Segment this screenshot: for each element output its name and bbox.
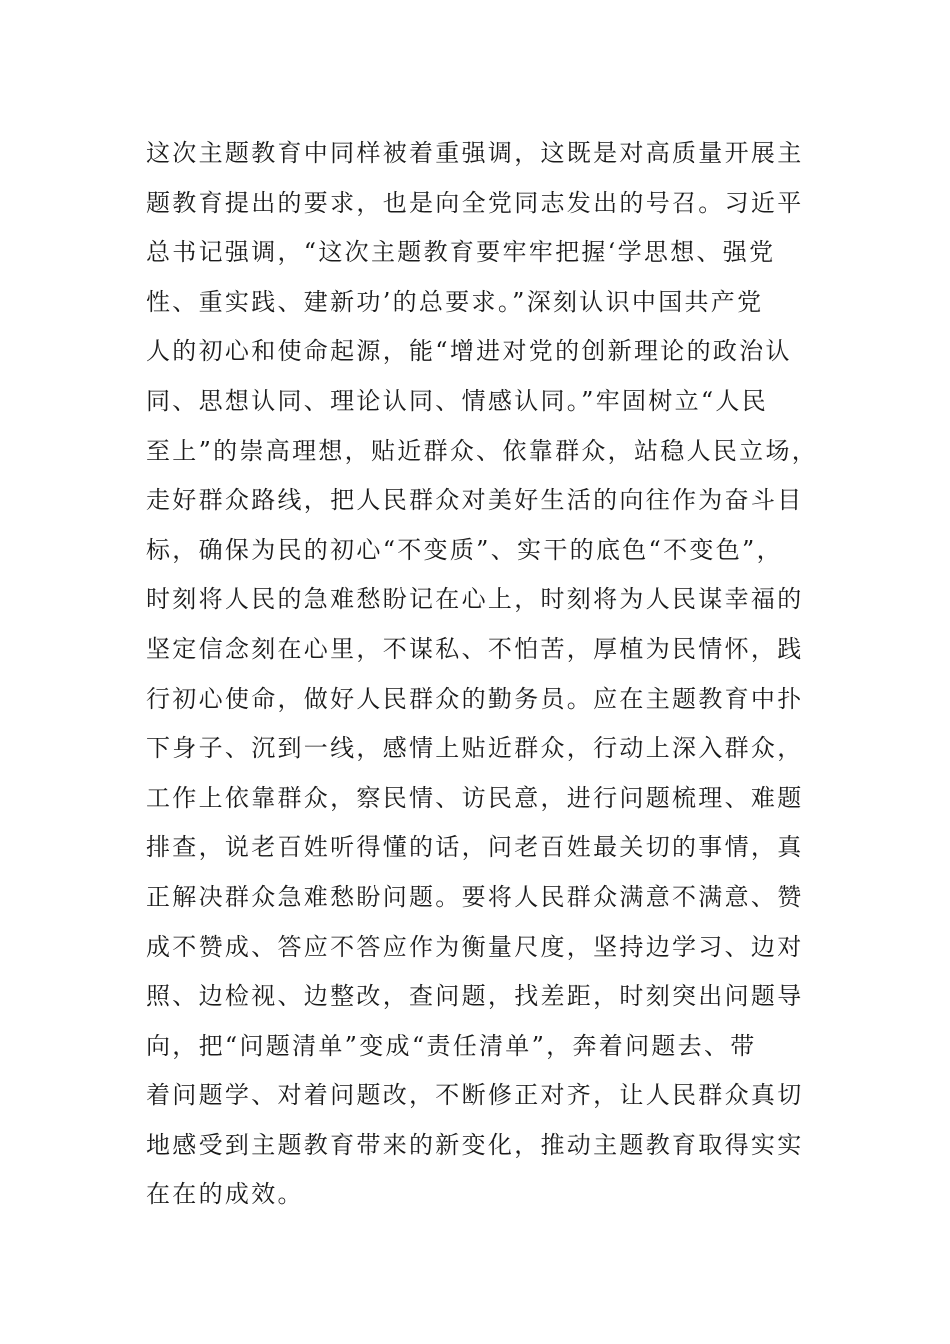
paragraph-line: 同、思想认同、理论认同、情感认同。”牢固树立“人民 (146, 386, 769, 415)
paragraph-line: 标，确保为民的初心“不变质”、实干的底色“不变色”， (146, 535, 783, 564)
paragraph-line: 总书记强调，“这次主题教育要牢牢把握‘学思想、强党 (146, 238, 776, 267)
paragraph-line: 着问题学、对着问题改，不断修正对齐，让人民群众真切 (146, 1081, 804, 1110)
paragraph-line: 正解决群众急难愁盼问题。要将人民群众满意不满意、赞 (146, 882, 804, 911)
paragraph-line: 地感受到主题教育带来的新变化，推动主题教育取得实实 (146, 1130, 804, 1159)
paragraph-line: 成不赞成、答应不答应作为衡量尺度，坚持边学习、边对 (146, 932, 804, 961)
paragraph-line: 照、边检视、边整改，查问题，找差距，时刻突出问题导 (146, 982, 804, 1011)
paragraph-line: 向，把“问题清单”变成“责任清单”，奔着问题去、带 (146, 1031, 757, 1060)
paragraph-line: 题教育提出的要求，也是向全党同志发出的号召。习近平 (146, 188, 804, 217)
paragraph-line: 人的初心和使命起源，能“增进对党的创新理论的政治认 (146, 337, 792, 366)
paragraph-line: 行初心使命，做好人民群众的勤务员。应在主题教育中扑 (146, 684, 804, 713)
paragraph-line: 这次主题教育中同样被着重强调，这既是对高质量开展主 (146, 139, 804, 167)
paragraph-line: 坚定信念刻在心里，不谋私、不怕苦，厚植为民情怀，践 (146, 634, 804, 663)
paragraph-line: 在在的成效。 (146, 1180, 304, 1209)
paragraph-line: 排查，说老百姓听得懂的话，问老百姓最关切的事情，真 (146, 833, 804, 862)
paragraph-line: 性、重实践、建新功’的总要求。”深刻认识中国共产党 (146, 287, 764, 316)
paragraph-line: 工作上依靠群众，察民情、访民意，进行问题梳理、难题 (146, 783, 804, 812)
paragraph-line: 走好群众路线，把人民群众对美好生活的向往作为奋斗目 (146, 486, 804, 515)
body-paragraph (146, 129, 819, 1220)
paragraph-line: 时刻将人民的急难愁盼记在心上，时刻将为人民谋幸福的 (146, 585, 804, 614)
paragraph-line: 至上”的崇高理想，贴近群众、依靠群众，站稳人民立场， (146, 436, 819, 465)
paragraph-line: 下身子、沉到一线，感情上贴近群众，行动上深入群众， (146, 734, 804, 763)
